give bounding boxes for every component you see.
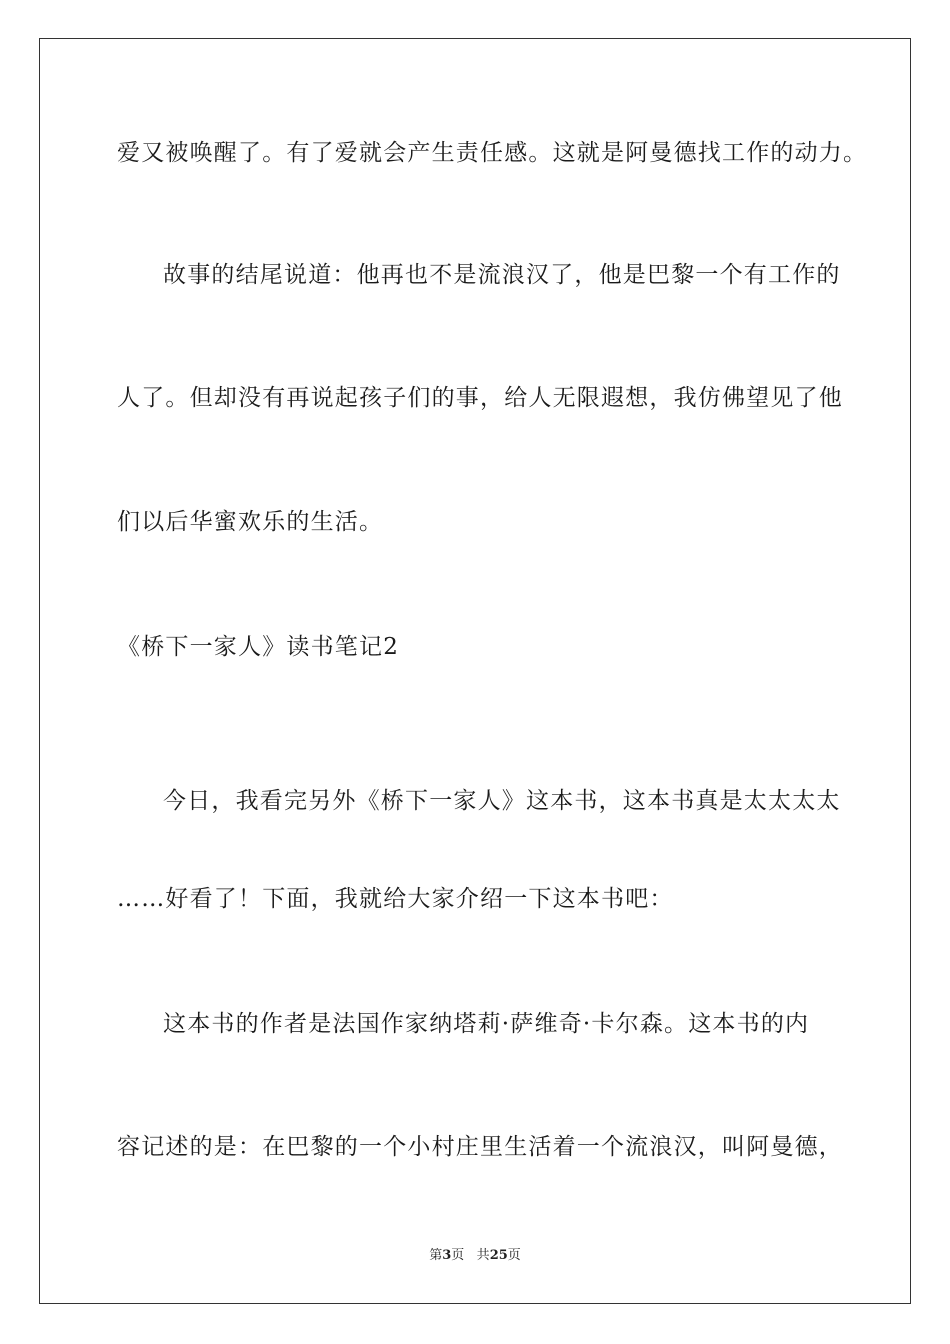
footer-total-prefix: 共 xyxy=(476,1248,490,1263)
paragraph-line-4: 们以后华蜜欢乐的生活。 xyxy=(117,509,384,535)
footer-page-suffix: 页 xyxy=(451,1248,465,1263)
paragraph-line-8: 容记述的是：在巴黎的一个小村庄里生活着一个流浪汉，叫阿曼德， xyxy=(117,1134,843,1160)
paragraph-line-7: 这本书的作者是法国作家纳塔莉·萨维奇·卡尔森。这本书的内 xyxy=(163,1011,810,1037)
paragraph-line-2: 故事的结尾说道：他再也不是流浪汉了，他是巴黎一个有工作的 xyxy=(163,262,841,288)
paragraph-line-5: 今日，我看完另外《桥下一家人》这本书，这本书真是太太太太 xyxy=(163,788,841,814)
footer-page-prefix: 第 xyxy=(429,1248,443,1263)
paragraph-line-1: 爱又被唤醒了。有了爱就会产生责任感。这就是阿曼德找工作的动力。 xyxy=(117,140,868,166)
paragraph-line-3: 人了。但却没有再说起孩子们的事，给人无限遐想，我仿佛望见了他 xyxy=(117,385,843,411)
footer-page-number: 3 xyxy=(442,1248,452,1263)
footer-total-pages: 25 xyxy=(489,1248,508,1263)
paragraph-line-6: ……好看了！下面，我就给大家介绍一下这本书吧： xyxy=(117,886,674,912)
section-heading: 《桥下一家人》读书笔记2 xyxy=(117,634,400,660)
page-frame xyxy=(39,38,911,1304)
page-footer xyxy=(0,1246,950,1266)
footer-total-suffix: 页 xyxy=(507,1248,521,1263)
